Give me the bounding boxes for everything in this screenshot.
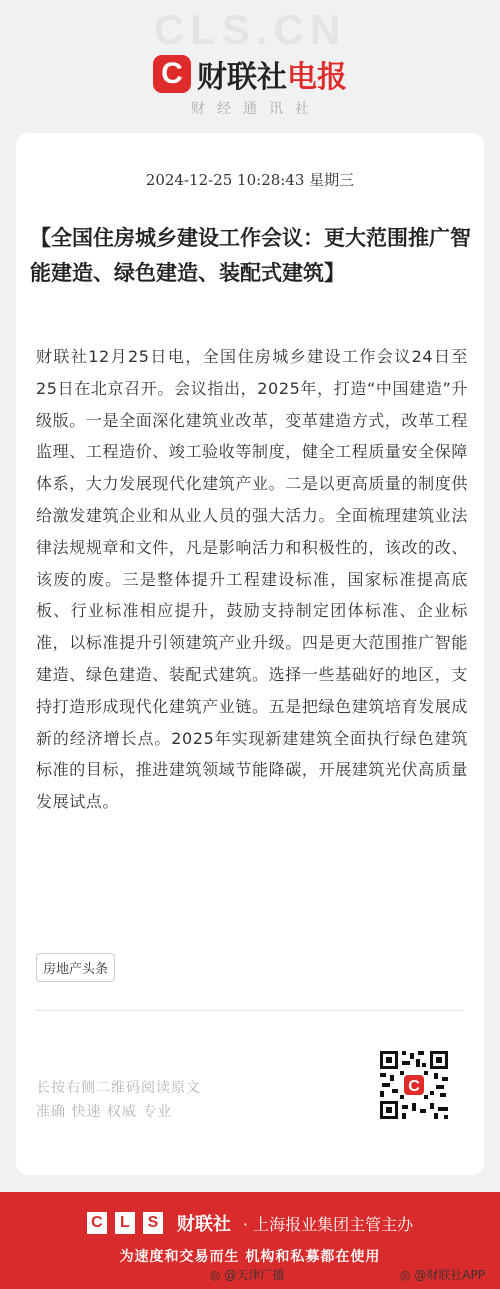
divider — [36, 1010, 464, 1011]
cls-letter-c: C — [87, 1212, 107, 1234]
logo-c-icon: C — [153, 55, 191, 93]
cls-letter-l: L — [115, 1212, 135, 1234]
bottom-org-text: · 上海报业集团主管主办 — [242, 1214, 414, 1234]
header — [0, 0, 500, 130]
article-tag[interactable]: 房地产头条 — [36, 953, 115, 982]
weibo-handle-left — [210, 1266, 284, 1283]
bottom-slogan: 为速度和交易而生 机构和私募都在使用 — [119, 1249, 381, 1265]
bottom-brand-line — [0, 1210, 500, 1236]
article-card — [16, 133, 484, 1175]
brand-name-red: 电报 — [287, 60, 347, 95]
article-title: 【全国住房城乡建设工作会议：更大范围推广智能建造、绿色建造、装配式建筑】 — [30, 226, 471, 285]
brand-logo — [0, 52, 500, 96]
bottom-brand-name: 财联社 — [176, 1214, 231, 1235]
brand-name — [197, 52, 347, 96]
cls-letter-s: S — [143, 1212, 163, 1234]
weibo-icon: ◎ — [210, 1268, 221, 1282]
brand-name-black: 财联社 — [197, 60, 287, 95]
weibo-handle-right — [400, 1266, 485, 1283]
qr-code-icon[interactable] — [378, 1049, 450, 1121]
article-datetime: 2024-12-25 10:28:43 星期三 — [145, 171, 355, 189]
qr-badge: C — [408, 1078, 420, 1095]
watermark: CLS.CN — [153, 6, 347, 53]
qr-hint: 长按右侧二维码阅读原文 — [36, 1080, 201, 1096]
article-body: 财联社12月25日电，全国住房城乡建设工作会议24日至25日在北京召开。会议指出，2025年，打造“中国建造”升级版。一是全面深化建筑业改革，变革建造方式，改革工程监理、工程造价、竣工验收等制度，健全工程质量安全保障体系，大力发展现代化建筑产业。二是以更高质量的制度供给激发建筑企业和从业人员的强大活力。全面梳理建筑业法律法规规章和文件，凡是影响活力和积极性的，该改的改、该废的废。三是整体提升工程建设标准，国家标准提高底板、行业标准相应提升，鼓励支持制定团体标准、企业标准，以标准提升引领建筑产业升级。四是更大范围推广智能建造、绿色建造、装配式建筑。选择一些基础好的地区，支持打造形成现代化建筑产业链。五是把绿色建筑培育发展成新的经济增长点。2025年实现新建建筑全面执行绿色建筑标准的目标，推进建筑领域节能降碳，开展建筑光伏高质量发展试点。 — [36, 347, 468, 812]
weibo-right-text: @财联社APP — [414, 1268, 485, 1282]
weibo-icon: ◎ — [400, 1268, 411, 1282]
slogan-text: 准确 快速 权威 专业 — [36, 1104, 173, 1120]
brand-subtitle: 财经通讯社 — [191, 101, 321, 117]
weibo-left-text: @天津广播 — [224, 1268, 285, 1282]
